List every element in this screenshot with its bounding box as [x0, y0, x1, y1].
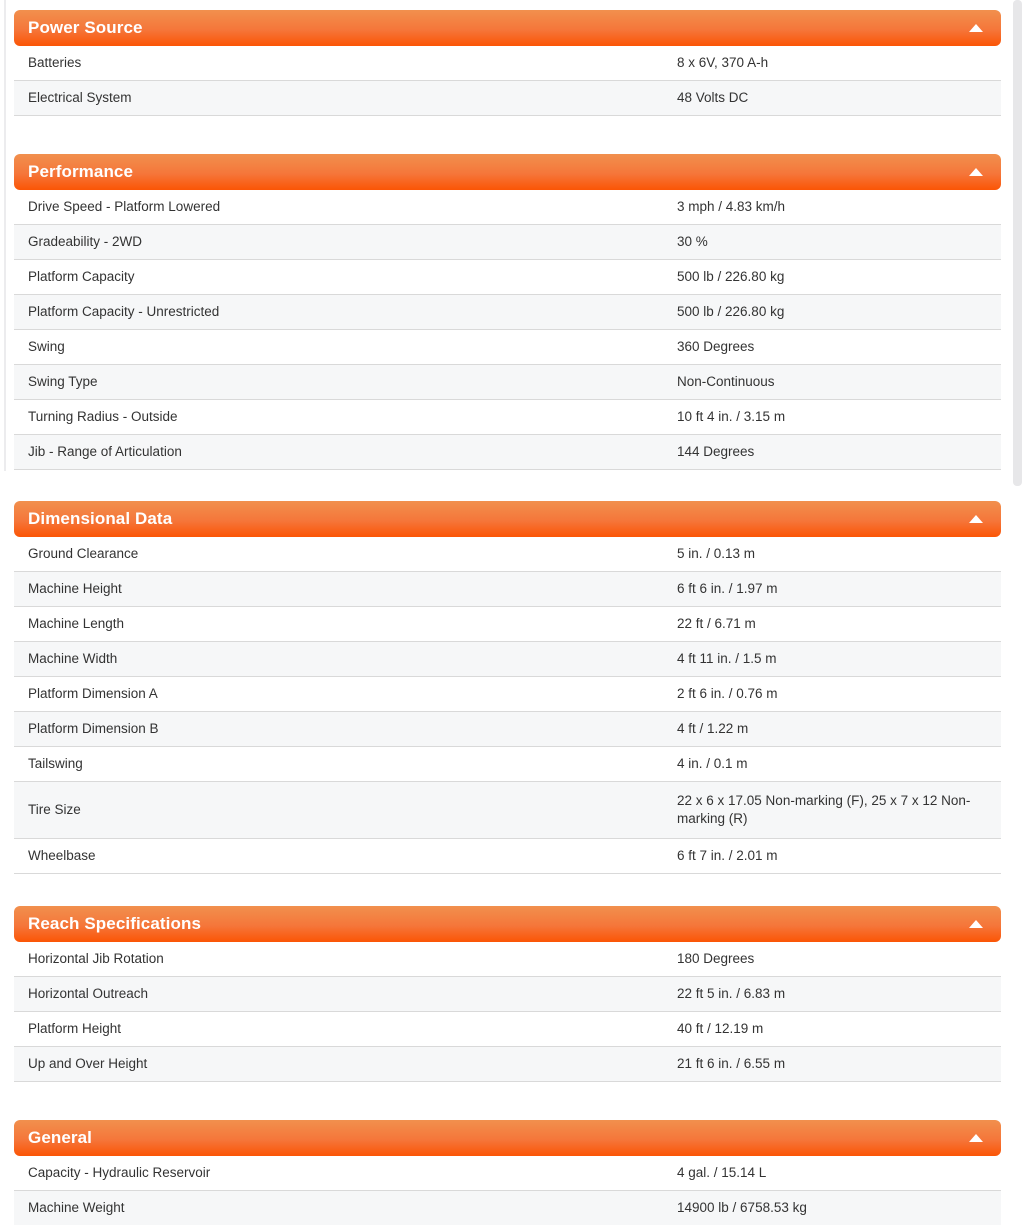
spec-value: 40 ft / 12.19 m: [677, 1020, 764, 1036]
spec-value: 6 ft 6 in. / 1.97 m: [677, 580, 778, 596]
spec-label: Swing: [28, 338, 65, 354]
spec-label: Drive Speed - Platform Lowered: [28, 198, 221, 214]
chevron-up-icon[interactable]: [969, 168, 983, 176]
spec-label: Capacity - Hydraulic Reservoir: [28, 1164, 211, 1180]
spec-value: 8 x 6V, 370 A-h: [677, 54, 769, 70]
spec-row: [14, 977, 1001, 1012]
spec-row: [14, 642, 1001, 677]
spec-row: [14, 1156, 1001, 1191]
spec-value: 48 Volts DC: [677, 89, 749, 105]
spec-value: 4 gal. / 15.14 L: [677, 1164, 767, 1180]
spec-rows: [14, 1156, 1001, 1225]
spec-label: Batteries: [28, 54, 82, 70]
spec-row: [14, 190, 1001, 225]
spec-row: [14, 839, 1001, 874]
spec-value: 22 ft 5 in. / 6.83 m: [677, 985, 786, 1001]
spec-row: [14, 435, 1001, 470]
spec-label: Platform Capacity - Unrestricted: [28, 303, 220, 319]
spec-value: 2 ft 6 in. / 0.76 m: [677, 685, 778, 701]
chevron-up-icon[interactable]: [969, 24, 983, 32]
section-performance: [14, 154, 1001, 470]
spec-value: 22 x 6 x 17.05 Non-marking (F), 25 x 7 x 12 Non-marking (R): [677, 792, 971, 826]
spec-value: Non-Continuous: [677, 373, 775, 389]
spec-row: [14, 225, 1001, 260]
spec-row: [14, 712, 1001, 747]
spec-value: 14900 lb / 6758.53 kg: [677, 1199, 807, 1215]
spec-label: Machine Height: [28, 580, 122, 596]
spec-row: [14, 942, 1001, 977]
section-title: General: [28, 1128, 93, 1147]
spec-value: 500 lb / 226.80 kg: [677, 268, 785, 284]
spec-value: 4 ft / 1.22 m: [677, 720, 749, 736]
section-title: Power Source: [28, 18, 143, 37]
spec-label: Jib - Range of Articulation: [28, 443, 182, 459]
spec-row: [14, 572, 1001, 607]
section-power-source: [14, 10, 1001, 116]
chevron-up-icon[interactable]: [969, 515, 983, 523]
section-header-dimensional-data[interactable]: [14, 501, 1001, 537]
spec-row: [14, 81, 1001, 116]
spec-label: Machine Weight: [28, 1199, 125, 1215]
section-title: Performance: [28, 162, 134, 181]
chevron-up-icon[interactable]: [969, 1134, 983, 1142]
spec-row: [14, 46, 1001, 81]
spec-label: Platform Capacity: [28, 268, 135, 284]
spec-label: Horizontal Jib Rotation: [28, 950, 164, 966]
section-title: Reach Specifications: [28, 914, 202, 933]
spec-value: 4 ft 11 in. / 1.5 m: [677, 650, 777, 666]
spec-label: Horizontal Outreach: [28, 985, 149, 1001]
spec-row: [14, 260, 1001, 295]
spec-row: [14, 747, 1001, 782]
spec-row: [14, 365, 1001, 400]
spec-label: Swing Type: [28, 373, 98, 389]
spec-label: Machine Width: [28, 650, 118, 666]
section-reach-specifications: [14, 906, 1001, 1082]
spec-row: [14, 607, 1001, 642]
spec-value: 360 Degrees: [677, 338, 755, 354]
spec-value: 500 lb / 226.80 kg: [677, 303, 785, 319]
section-header-general[interactable]: [14, 1120, 1001, 1156]
spec-row: [14, 537, 1001, 572]
spec-rows: [14, 942, 1001, 1082]
spec-label: Machine Length: [28, 615, 125, 631]
spec-value: 21 ft 6 in. / 6.55 m: [677, 1055, 786, 1071]
spec-row: [14, 295, 1001, 330]
section-header-reach-specifications[interactable]: [14, 906, 1001, 942]
spec-rows: [14, 46, 1001, 116]
spec-row: [14, 330, 1001, 365]
section-header-performance[interactable]: [14, 154, 1001, 190]
spec-label: Tailswing: [28, 755, 83, 771]
scroll-pane-left-border: [4, 0, 6, 471]
spec-row: [14, 1191, 1001, 1225]
spec-label: Platform Dimension B: [28, 720, 159, 736]
spec-label: Ground Clearance: [28, 545, 139, 561]
spec-value: 6 ft 7 in. / 2.01 m: [677, 847, 778, 863]
spec-value: 3 mph / 4.83 km/h: [677, 198, 786, 214]
spec-value: 22 ft / 6.71 m: [677, 615, 756, 631]
spec-label: Electrical System: [28, 89, 132, 105]
scrollbar-thumb[interactable]: [1013, 0, 1022, 486]
spec-sections-container: [14, 10, 1001, 1225]
spec-value: 144 Degrees: [677, 443, 755, 459]
spec-value: 30 %: [677, 233, 708, 249]
spec-label: Wheelbase: [28, 847, 96, 863]
spec-value: 10 ft 4 in. / 3.15 m: [677, 408, 786, 424]
spec-label: Gradeability - 2WD: [28, 233, 143, 249]
chevron-up-icon[interactable]: [969, 920, 983, 928]
spec-row: [14, 400, 1001, 435]
section-header-power-source[interactable]: [14, 10, 1001, 46]
spec-rows: [14, 537, 1001, 874]
spec-value: 5 in. / 0.13 m: [677, 545, 756, 561]
section-general: [14, 1120, 1001, 1225]
spec-label: Up and Over Height: [28, 1055, 148, 1071]
spec-rows: [14, 190, 1001, 470]
spec-row: [14, 782, 1001, 839]
spec-row: [14, 677, 1001, 712]
spec-label: Platform Height: [28, 1020, 122, 1036]
spec-label: Turning Radius - Outside: [28, 408, 178, 424]
section-title: Dimensional Data: [28, 509, 173, 528]
section-dimensional-data: [14, 501, 1001, 874]
spec-row: [14, 1047, 1001, 1082]
spec-label: Tire Size: [28, 801, 81, 817]
spec-row: [14, 1012, 1001, 1047]
spec-value: 4 in. / 0.1 m: [677, 755, 748, 771]
spec-value: 180 Degrees: [677, 950, 755, 966]
spec-label: Platform Dimension A: [28, 685, 158, 701]
